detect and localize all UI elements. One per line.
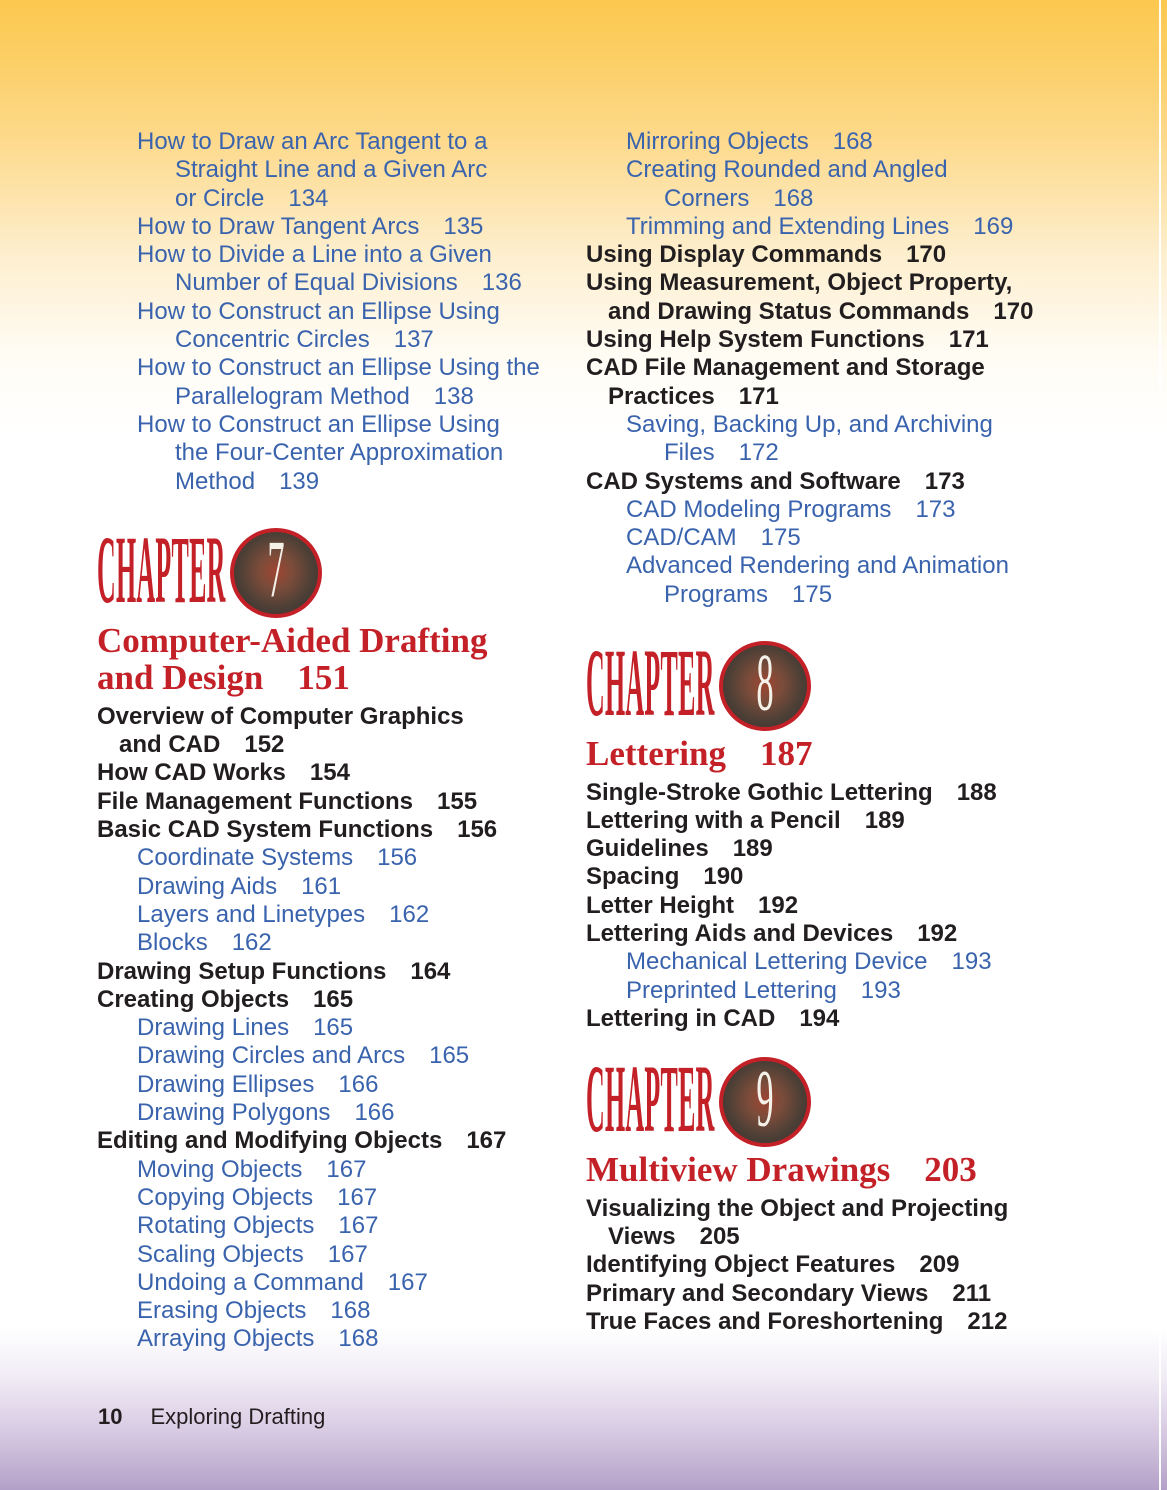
toc-entry <box>586 1195 1164 1252</box>
toc-entry-line <box>97 986 565 1014</box>
toc-entry-line <box>97 354 565 382</box>
toc-entry <box>97 901 565 929</box>
toc-entry-line <box>586 948 1164 976</box>
toc-entry-line <box>586 835 1164 863</box>
chapter-title-line <box>97 659 565 697</box>
toc-entry-page-number: 175 <box>792 580 833 608</box>
toc-entry-text: Rotating Objects <box>137 1212 315 1240</box>
toc-entry-line <box>586 326 1164 354</box>
toc-entry-line <box>97 788 565 816</box>
toc-entry <box>97 788 565 816</box>
toc-entry-line <box>97 929 565 957</box>
toc-entry-text: Creating Rounded and Angled <box>626 156 948 184</box>
toc-entry-line <box>586 298 1164 326</box>
toc-entry-page-number: 168 <box>338 1325 379 1353</box>
chapter-row <box>97 515 565 623</box>
toc-entry-line <box>586 468 1164 496</box>
toc-entry <box>97 1099 565 1127</box>
toc-entry-text: CAD/CAM <box>626 524 737 552</box>
toc-entry-text: How to Draw an Arc Tangent to a <box>137 128 488 155</box>
footer-book-title: Exploring Drafting <box>150 1404 326 1429</box>
toc-entry-text: How to Draw Tangent Arcs <box>137 212 420 240</box>
toc-entry-page-number: 162 <box>389 900 430 928</box>
toc-entry-page-number: 209 <box>919 1251 960 1279</box>
toc-entry-line <box>97 1212 565 1240</box>
chapter-title-text: and Design <box>97 658 264 698</box>
toc-entry <box>586 1280 1164 1308</box>
toc-entry-line <box>586 128 1164 156</box>
toc-entry-text: Scaling Objects <box>137 1240 304 1268</box>
toc-entry <box>586 835 1164 863</box>
toc-entry-text: Number of Equal Divisions <box>175 269 458 297</box>
toc-entry-page-number: 211 <box>952 1279 992 1307</box>
toc-entry-text: or Circle <box>175 184 265 212</box>
toc-entry-page-number: 162 <box>231 929 272 957</box>
toc-entry <box>97 1071 565 1099</box>
toc-entry-page-number: 155 <box>437 787 478 815</box>
toc-entry <box>97 298 565 355</box>
toc-entry-line <box>586 383 1164 411</box>
chapter-title-line <box>586 1151 1164 1189</box>
chapter-page-number: 203 <box>924 1150 977 1190</box>
footer-page-number: 10 <box>98 1404 123 1429</box>
toc-entry-text: Primary and Secondary Views <box>586 1279 929 1307</box>
toc-entry-line <box>97 128 565 156</box>
toc-entry <box>97 241 565 298</box>
toc-entry <box>586 496 1164 524</box>
toc-entry-page-number: 193 <box>951 948 992 976</box>
chapter-number-badge <box>719 1052 811 1147</box>
toc-entry-text: Basic CAD System Functions <box>97 816 434 844</box>
toc-column-left <box>97 128 565 1354</box>
toc-entry-text: Saving, Backing Up, and Archiving <box>626 410 993 438</box>
toc-entry-text: Drawing Aids <box>137 872 278 900</box>
chapter-number: 7 <box>267 523 285 615</box>
chapter-number: 9 <box>756 1052 774 1144</box>
toc-entry-page-number: 212 <box>967 1307 1008 1335</box>
toc-entry-line <box>97 1156 565 1184</box>
toc-entry-text: Using Help System Functions <box>586 326 925 354</box>
toc-entry-line <box>586 779 1164 807</box>
toc-entry-line <box>97 468 565 496</box>
toc-entry <box>97 1297 565 1325</box>
toc-entry-page-number: 164 <box>410 957 451 985</box>
toc-entry <box>97 816 565 844</box>
toc-entry-line <box>97 958 565 986</box>
toc-entry <box>586 524 1164 552</box>
toc-entry-text: Lettering with a Pencil <box>586 806 841 834</box>
toc-entry-line <box>97 1269 565 1297</box>
toc-entry <box>586 948 1164 976</box>
toc-entry-text: Letter Height <box>586 891 735 919</box>
toc-entry-page-number: 172 <box>738 439 779 467</box>
toc-entry-line <box>586 411 1164 439</box>
toc-entry <box>586 920 1164 948</box>
toc-entry-page-number: 189 <box>732 835 773 863</box>
toc-entry-line <box>97 844 565 872</box>
toc-entry-page-number: 169 <box>973 212 1014 240</box>
chapter-number: 8 <box>756 636 774 728</box>
toc-entry-text: Using Measurement, Object Property, <box>586 269 1013 297</box>
toc-entry-line <box>586 892 1164 920</box>
toc-entry-page-number: 190 <box>703 863 744 891</box>
toc-entry-line <box>586 920 1164 948</box>
toc-entry-page-number: 167 <box>387 1268 428 1296</box>
toc-entry-line <box>586 863 1164 891</box>
toc-entry-page-number: 134 <box>288 184 329 212</box>
toc-entry-page-number: 194 <box>799 1004 840 1032</box>
toc-entry <box>586 1308 1164 1336</box>
toc-entry <box>586 807 1164 835</box>
toc-entry-page-number: 138 <box>433 382 474 410</box>
toc-entry-page-number: 188 <box>956 778 997 806</box>
toc-entry-line <box>97 1325 565 1353</box>
page-footer <box>98 1404 325 1430</box>
toc-entry <box>97 759 565 787</box>
toc-entry <box>586 156 1164 213</box>
toc-entry-line <box>97 269 565 297</box>
chapter-number-badge <box>719 636 811 731</box>
toc-entry-page-number: 135 <box>443 212 484 240</box>
toc-entry-line <box>97 1127 565 1155</box>
toc-entry-text: Views <box>608 1223 676 1251</box>
toc-entry-line <box>586 185 1164 213</box>
toc-entry-text: Mechanical Lettering Device <box>626 948 928 976</box>
toc-entry-line <box>586 1195 1164 1223</box>
toc-entry-text: CAD File Management and Storage <box>586 354 985 382</box>
toc-entry-line <box>586 977 1164 1005</box>
toc-entry-text: Creating Objects <box>97 985 290 1013</box>
toc-entry <box>586 241 1164 269</box>
toc-entry-text: Drawing Ellipses <box>137 1070 315 1098</box>
chapter-heading <box>586 629 1164 774</box>
toc-entry-text: and CAD <box>119 731 221 759</box>
toc-entry <box>97 1156 565 1184</box>
toc-entry <box>97 873 565 901</box>
toc-entry-text: Preprinted Lettering <box>626 976 837 1004</box>
toc-entry <box>586 411 1164 468</box>
toc-entry-line <box>97 731 565 759</box>
toc-entry-line <box>586 496 1164 524</box>
toc-entry <box>586 1251 1164 1279</box>
chapter-title-line <box>586 735 1164 773</box>
toc-entry-page-number: 167 <box>337 1183 378 1211</box>
toc-entry-page-number: 171 <box>948 326 989 354</box>
chapter-row <box>586 1045 1164 1153</box>
toc-entry-line <box>97 1297 565 1325</box>
toc-entry-page-number: 205 <box>699 1223 740 1251</box>
toc-entry <box>97 1184 565 1212</box>
toc-entry-page-number: 154 <box>309 759 350 787</box>
toc-column-right <box>586 128 1164 1336</box>
toc-entry-line <box>97 1071 565 1099</box>
toc-entry-line <box>586 269 1164 297</box>
chapter-heading <box>586 1045 1164 1190</box>
toc-entry-text: Arraying Objects <box>137 1325 315 1353</box>
toc-entry-page-number: 166 <box>338 1070 379 1098</box>
toc-entry-text: Corners <box>664 184 750 212</box>
toc-entry-page-number: 170 <box>993 297 1034 325</box>
toc-entry <box>586 128 1164 156</box>
toc-entry <box>586 269 1164 326</box>
toc-entry <box>97 354 565 411</box>
toc-entry-page-number: 189 <box>864 806 905 834</box>
toc-entry-line <box>97 213 565 241</box>
toc-entry-text: Mirroring Objects <box>626 128 809 155</box>
toc-entry-page-number: 156 <box>457 816 498 844</box>
toc-entry-line <box>97 241 565 269</box>
toc-entry-line <box>97 759 565 787</box>
toc-entry <box>97 703 565 760</box>
chapter-title-text: Computer-Aided Drafting <box>97 620 488 660</box>
chapter-number-badge <box>230 523 322 618</box>
toc-entry-text: File Management Functions <box>97 787 414 815</box>
toc-entry-line <box>586 156 1164 184</box>
toc-entry-line <box>586 1308 1164 1336</box>
toc-entry-text: How to Construct an Ellipse Using <box>137 297 500 325</box>
toc-entry-page-number: 139 <box>279 467 320 495</box>
toc-entry-text: How CAD Works <box>97 759 286 787</box>
toc-entry-text: Drawing Polygons <box>137 1099 331 1127</box>
chapter-page-number: 151 <box>297 658 350 698</box>
toc-entry <box>586 354 1164 411</box>
chapter-label: CHAPTER <box>97 515 226 623</box>
toc-entry-text: How to Construct an Ellipse Using <box>137 410 500 438</box>
toc-entry-page-number: 152 <box>244 731 285 759</box>
toc-entry-text: CAD Systems and Software <box>586 467 901 495</box>
toc-entry-line <box>97 298 565 326</box>
toc-entry-page-number: 167 <box>338 1212 379 1240</box>
toc-entry <box>97 1269 565 1297</box>
toc-entry-line <box>97 1184 565 1212</box>
toc-entry <box>97 1241 565 1269</box>
toc-entry-line <box>97 901 565 929</box>
toc-entry-text: Overview of Computer Graphics <box>97 702 464 730</box>
toc-entry-line <box>586 552 1164 580</box>
chapter-label: CHAPTER <box>586 1045 715 1153</box>
toc-entry-text: CAD Modeling Programs <box>626 495 892 523</box>
toc-entry-text: Drawing Setup Functions <box>97 957 387 985</box>
toc-entry-text: Using Display Commands <box>586 241 883 269</box>
toc-entry-page-number: 165 <box>429 1042 470 1070</box>
toc-entry-page-number: 167 <box>327 1240 368 1268</box>
toc-entry-text: True Faces and Foreshortening <box>586 1307 944 1335</box>
chapter-title-line <box>97 622 565 660</box>
toc-entry-line <box>586 807 1164 835</box>
toc-entry-line <box>97 816 565 844</box>
toc-entry <box>586 863 1164 891</box>
toc-entry-page-number: 193 <box>860 976 901 1004</box>
toc-entry-text: Drawing Circles and Arcs <box>137 1042 406 1070</box>
toc-entry <box>586 1005 1164 1033</box>
toc-entry-line <box>586 1223 1164 1251</box>
toc-entry-text: Erasing Objects <box>137 1297 307 1325</box>
toc-entry-line <box>586 439 1164 467</box>
toc-entry-line <box>97 1241 565 1269</box>
chapter-heading <box>97 515 565 698</box>
toc-entry-text: the Four-Center Approximation <box>175 439 504 467</box>
toc-entry-page-number: 173 <box>924 467 965 495</box>
toc-entry-line <box>97 185 565 213</box>
toc-entry-page-number: 170 <box>906 241 947 269</box>
toc-entry-text: Drawing Lines <box>137 1014 290 1042</box>
toc-entry-text: Undoing a Command <box>137 1268 364 1296</box>
toc-entry-text: Concentric Circles <box>175 326 370 354</box>
toc-entry <box>97 1014 565 1042</box>
toc-entry-line <box>97 873 565 901</box>
toc-entry <box>97 411 565 496</box>
toc-entry-text: How to Construct an Ellipse Using the <box>137 354 540 382</box>
toc-entry-line <box>97 1042 565 1070</box>
toc-entry-page-number: 167 <box>466 1127 507 1155</box>
chapter-label: CHAPTER <box>586 629 715 737</box>
toc-entry <box>97 1212 565 1240</box>
chapter-title <box>586 735 1164 773</box>
toc-entry-line <box>97 326 565 354</box>
toc-entry <box>586 213 1164 241</box>
toc-entry-page-number: 167 <box>326 1155 367 1183</box>
toc-entry <box>97 986 565 1014</box>
toc-entry-page-number: 168 <box>832 128 873 155</box>
toc-entry-text: Files <box>664 439 715 467</box>
toc-entry <box>97 1325 565 1353</box>
toc-entry-text: Editing and Modifying Objects <box>97 1127 443 1155</box>
chapter-row <box>586 629 1164 737</box>
toc-entry-line <box>586 1251 1164 1279</box>
toc-entry-text: Practices <box>608 382 715 410</box>
toc-entry-page-number: 156 <box>377 844 418 872</box>
toc-entry-line <box>586 524 1164 552</box>
toc-entry-text: Copying Objects <box>137 1183 314 1211</box>
chapter-title-text: Multiview Drawings <box>586 1150 891 1190</box>
toc-entry-page-number: 173 <box>915 495 956 523</box>
toc-entry <box>97 128 565 213</box>
toc-entry-line <box>586 1280 1164 1308</box>
toc-entry-line <box>97 439 565 467</box>
toc-entry-page-number: 171 <box>738 382 779 410</box>
toc-entry-page-number: 166 <box>354 1099 395 1127</box>
toc-entry-page-number: 136 <box>481 269 522 297</box>
toc-entry-page-number: 192 <box>758 891 799 919</box>
toc-entry-line <box>586 213 1164 241</box>
toc-entry <box>97 1127 565 1155</box>
toc-entry-text: Moving Objects <box>137 1155 303 1183</box>
toc-entry-text: and Drawing Status Commands <box>608 297 970 325</box>
toc-entry-line <box>97 1014 565 1042</box>
toc-entry-text: Single-Stroke Gothic Lettering <box>586 778 933 806</box>
toc-entry <box>586 977 1164 1005</box>
toc-entry-page-number: 165 <box>313 985 354 1013</box>
toc-entry <box>97 213 565 241</box>
chapter-title <box>97 622 565 697</box>
toc-entry-page-number: 192 <box>917 920 958 948</box>
toc-entry-text: Parallelogram Method <box>175 382 410 410</box>
toc-entry-text: Blocks <box>137 929 208 957</box>
toc-entry-line <box>97 383 565 411</box>
toc-entry <box>97 844 565 872</box>
toc-entry-text: Lettering Aids and Devices <box>586 920 894 948</box>
toc-entry-text: Lettering in CAD <box>586 1004 776 1032</box>
toc-entry-text: Straight Line and a Given Arc <box>175 156 488 184</box>
chapter-title-text: Lettering <box>586 734 726 774</box>
toc-entry-text: Spacing <box>586 863 680 891</box>
toc-entry-line <box>97 156 565 184</box>
toc-entry-text: Method <box>175 467 256 495</box>
chapter-title <box>586 1151 1164 1189</box>
toc-entry-line <box>97 1099 565 1127</box>
toc-entry <box>97 1042 565 1070</box>
toc-entry <box>97 929 565 957</box>
chapter-page-number: 187 <box>759 734 813 774</box>
toc-entry <box>586 326 1164 354</box>
toc-entry-page-number: 175 <box>760 524 801 552</box>
toc-entry-line <box>586 581 1164 609</box>
toc-entry-line <box>586 1005 1164 1033</box>
toc-entry-text: How to Divide a Line into a Given <box>137 241 492 269</box>
toc-entry <box>97 958 565 986</box>
toc-entry-page-number: 168 <box>773 184 814 212</box>
toc-entry-page-number: 168 <box>330 1297 371 1325</box>
toc-entry-text: Programs <box>664 580 769 608</box>
toc-entry-page-number: 165 <box>313 1014 354 1042</box>
toc-entry-text: Identifying Object Features <box>586 1251 896 1279</box>
toc-entry-text: Guidelines <box>586 835 709 863</box>
toc-entry-line <box>586 354 1164 382</box>
toc-entry <box>586 779 1164 807</box>
toc-entry <box>586 468 1164 496</box>
toc-entry-line <box>97 703 565 731</box>
toc-entry-text: Trimming and Extending Lines <box>626 212 950 240</box>
toc-entry-page-number: 137 <box>393 326 434 354</box>
toc-entry-text: Layers and Linetypes <box>137 900 366 928</box>
toc-entry-line <box>97 411 565 439</box>
toc-entry-line <box>586 241 1164 269</box>
toc-entry-text: Advanced Rendering and Animation <box>626 552 1009 580</box>
toc-entry <box>586 892 1164 920</box>
toc-entry-text: Visualizing the Object and Projecting <box>586 1194 1009 1222</box>
toc-entry-text: Coordinate Systems <box>137 844 354 872</box>
toc-entry <box>586 552 1164 609</box>
toc-entry-page-number: 161 <box>301 872 342 900</box>
